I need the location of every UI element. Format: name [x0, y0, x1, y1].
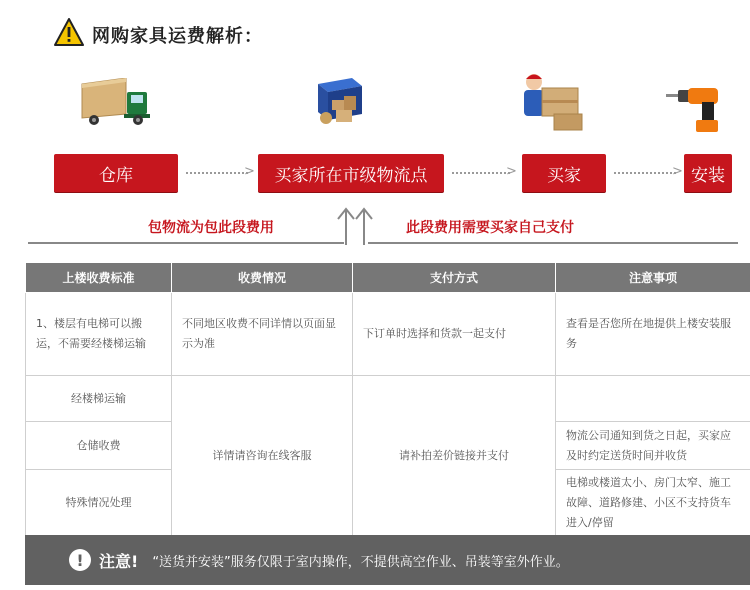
step-buyer: 买家 [522, 154, 606, 192]
right-segment-label: 此段费用需要买家自己支付 [406, 220, 574, 236]
delivery-man-icon [520, 70, 586, 132]
step-warehouse: 仓库 [54, 154, 178, 192]
flow-connector [452, 172, 510, 174]
chevron-right-icon: > [506, 164, 517, 179]
page-title: 网购家具运费解析： [92, 26, 263, 47]
step-city-logistics-point: 买家所在市级物流点 [258, 154, 444, 192]
right-divider-line [368, 242, 738, 244]
truck-icon [80, 78, 152, 130]
exclamation-icon: ! [69, 549, 91, 571]
chevron-right-icon: > [244, 164, 255, 179]
column-header: 注意事项 [556, 263, 750, 293]
column-header: 收费情况 [172, 263, 353, 293]
table-cell: 不同地区收费不同详情以页面显示为准 [172, 293, 353, 376]
double-up-arrow-icon [330, 205, 380, 245]
column-header: 上楼收费标准 [26, 263, 172, 293]
table-cell: 请补拍差价链接并支付 [353, 376, 556, 536]
flow-connector [186, 172, 248, 174]
chevron-right-icon: > [672, 164, 683, 179]
drill-icon [666, 84, 732, 134]
table-cell: 查看是否您所在地提供上楼安装服务 [556, 293, 750, 376]
notice-label: 注意! [99, 551, 139, 571]
table-cell: 仓储收费 [26, 422, 172, 470]
table-row [26, 293, 750, 376]
table-cell: 下订单时选择和货款一起支付 [353, 293, 556, 376]
left-divider-line [28, 242, 344, 244]
flow-connector [614, 172, 676, 174]
table-header-row [26, 263, 750, 293]
container-icon [312, 74, 368, 130]
table-cell: 物流公司通知到货之日起，买家应及时约定送货时间并收货 [556, 422, 750, 470]
fee-table [25, 262, 750, 536]
table-cell: 经楼梯运输 [26, 376, 172, 422]
table-row [26, 376, 750, 422]
warning-icon [54, 18, 84, 46]
step-install: 安装 [684, 154, 732, 192]
column-header: 支付方式 [353, 263, 556, 293]
table-cell: 详情请咨询在线客服 [172, 376, 353, 536]
table-cell: 1、楼层有电梯可以搬运，不需要经楼梯运输 [26, 293, 172, 376]
table-cell: 特殊情况处理 [26, 470, 172, 536]
left-segment-label: 包物流为包此段费用 [148, 220, 274, 236]
notice-text: “送货并安装”服务仅限于室内操作，不提供高空作业、吊装等室外作业。 [152, 554, 569, 570]
notice-bar [25, 535, 750, 585]
table-cell: 电梯或楼道太小、房门太窄、施工故障、道路修建、小区不支持货车进入/停留 [556, 470, 750, 536]
table-cell [556, 376, 750, 422]
